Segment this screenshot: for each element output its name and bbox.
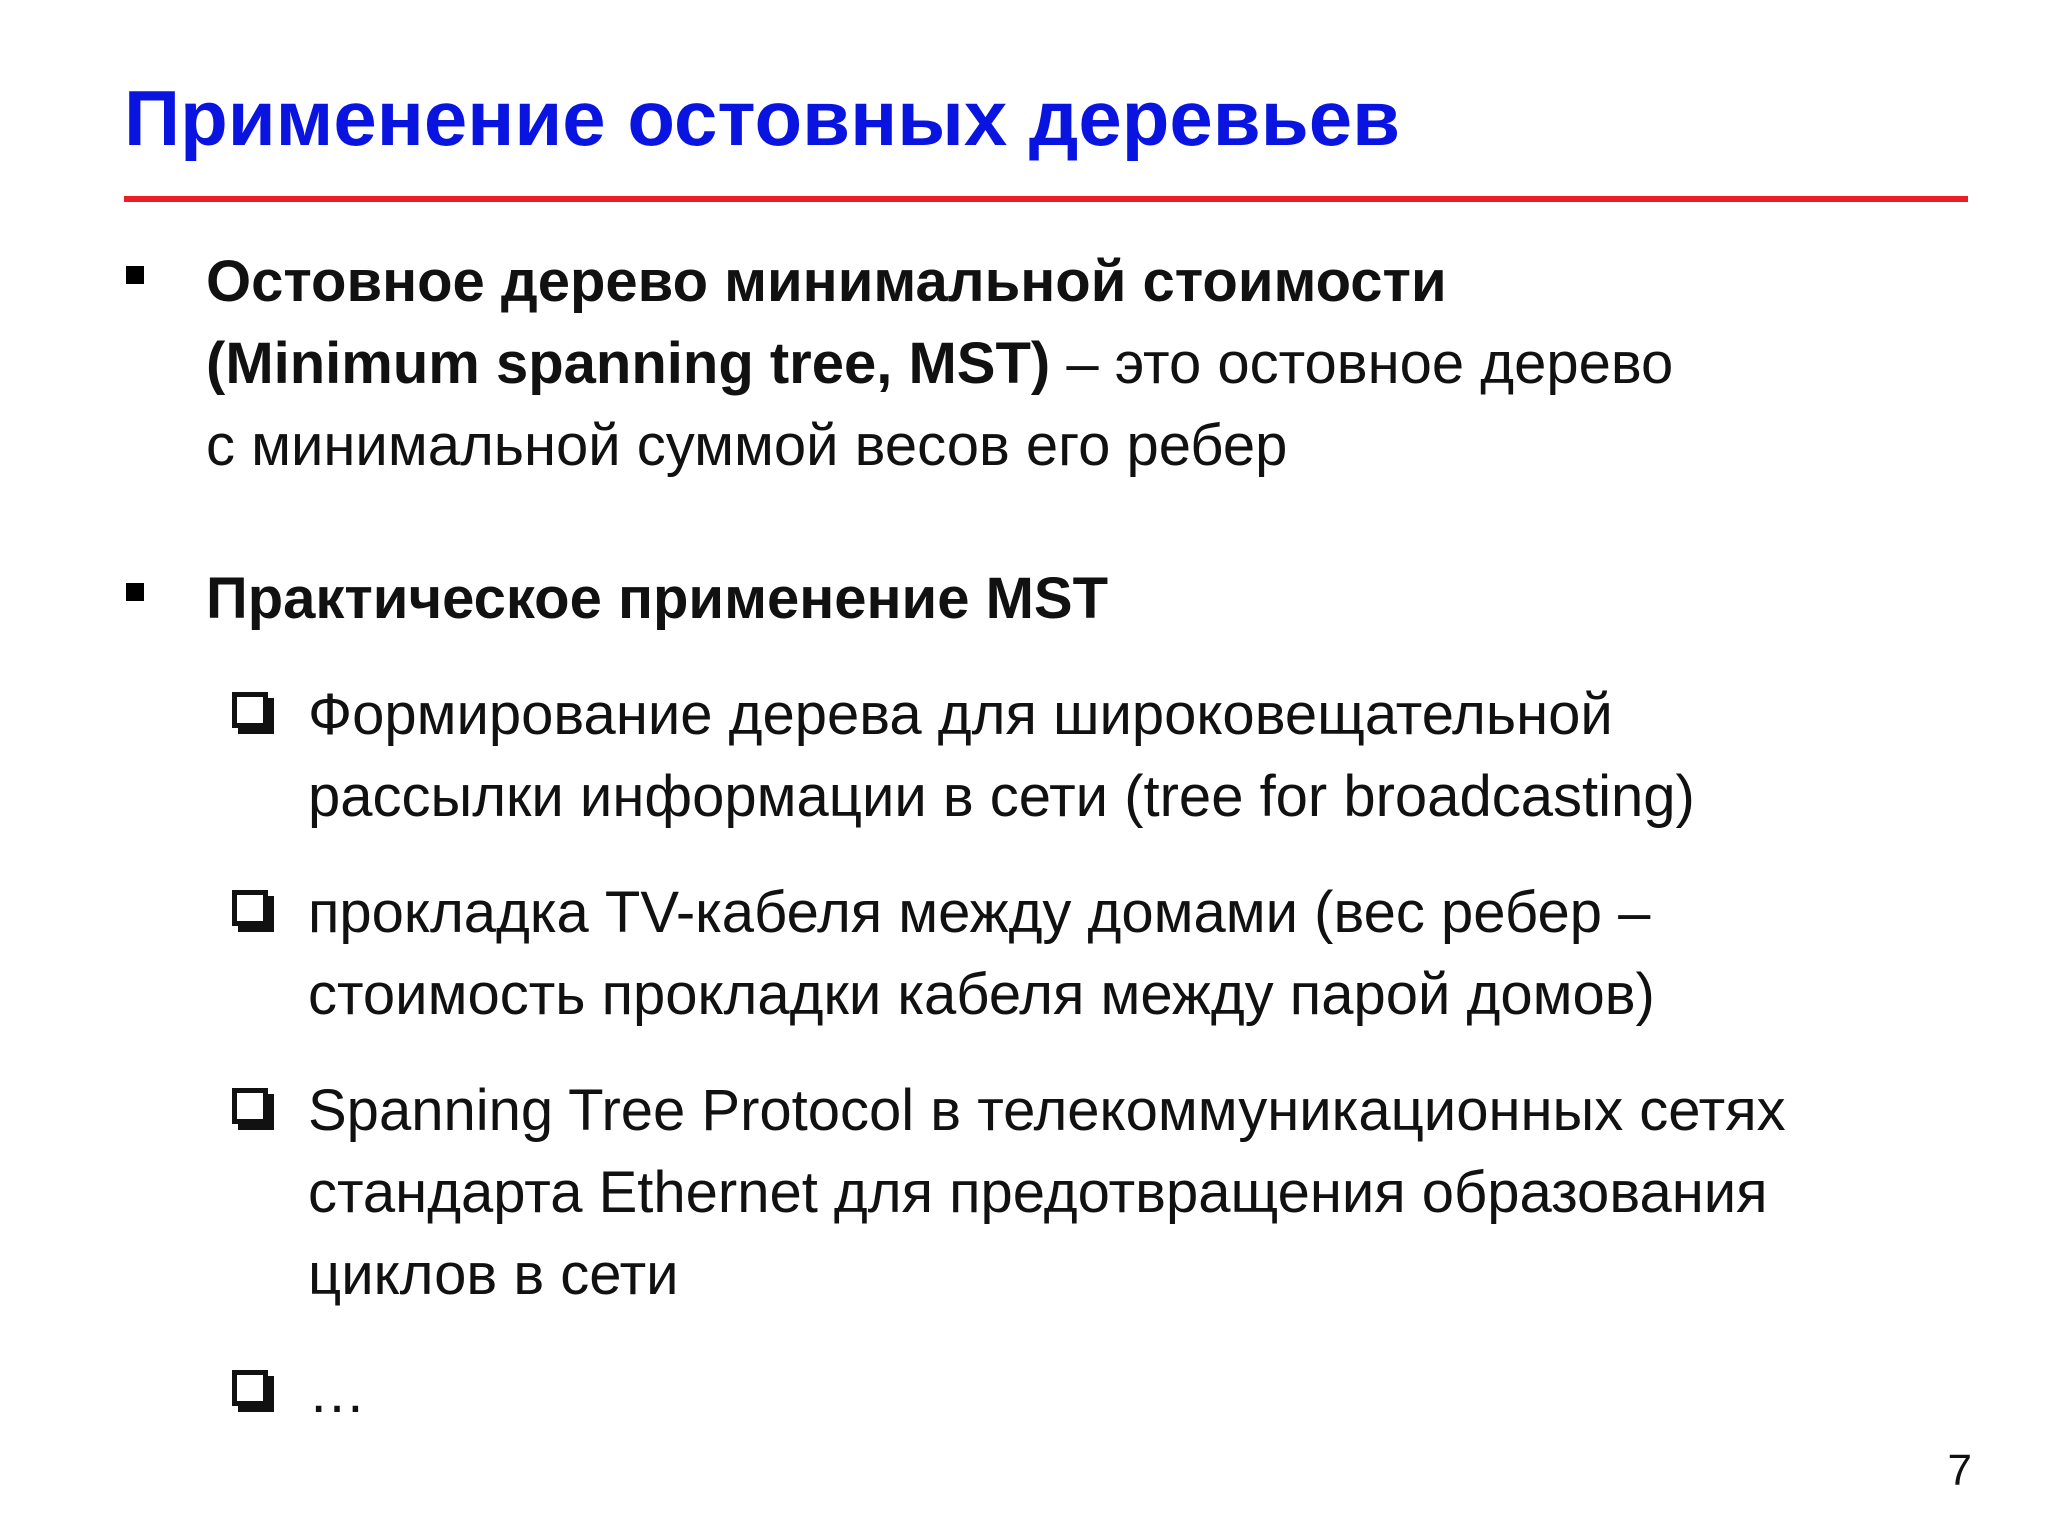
slide-title: Применение остовных деревьев (124, 74, 1401, 162)
application-line: прокладка TV-кабеля между домами (вес ребер – (308, 880, 1651, 945)
mst-term: Остовное дерево минимальной стоимости (206, 249, 1447, 314)
checkbox-icon (232, 692, 268, 728)
applications-heading: Практическое применение MST (206, 566, 1109, 631)
application-line: … (308, 1360, 366, 1425)
application-item (308, 1070, 1786, 1316)
checkbox-icon (232, 1370, 268, 1406)
checkbox-icon (232, 890, 268, 926)
mst-definition-line-3: с минимальной суммой весов его ребер (206, 413, 1288, 478)
square-bullet-icon (126, 266, 144, 284)
page-number: 7 (1947, 1446, 1972, 1495)
application-line: Spanning Tree Protocol в телекоммуникационных сетях (308, 1078, 1786, 1143)
mst-definition-line-2 (206, 323, 1673, 405)
application-line: циклов в сети (308, 1242, 679, 1307)
application-line: стандарта Ethernet для предотвращения образования (308, 1160, 1768, 1225)
application-line: Формирование дерева для широковещательной (308, 682, 1613, 747)
mst-term-english: (Minimum spanning tree, MST) (206, 331, 1051, 396)
bullet-mst-applications (206, 558, 1108, 640)
square-bullet-icon (126, 583, 144, 601)
bullet-mst-definition (206, 241, 1673, 487)
application-item (308, 1352, 366, 1434)
application-item (308, 872, 1655, 1036)
title-underline (124, 196, 1968, 202)
checkbox-icon (232, 1088, 268, 1124)
application-item (308, 674, 1695, 838)
application-line: рассылки информации в сети (tree for broadcasting) (308, 764, 1695, 829)
application-line: стоимость прокладки кабеля между парой домов) (308, 962, 1655, 1027)
mst-definition-text: – это остовное дерево (1050, 331, 1674, 396)
